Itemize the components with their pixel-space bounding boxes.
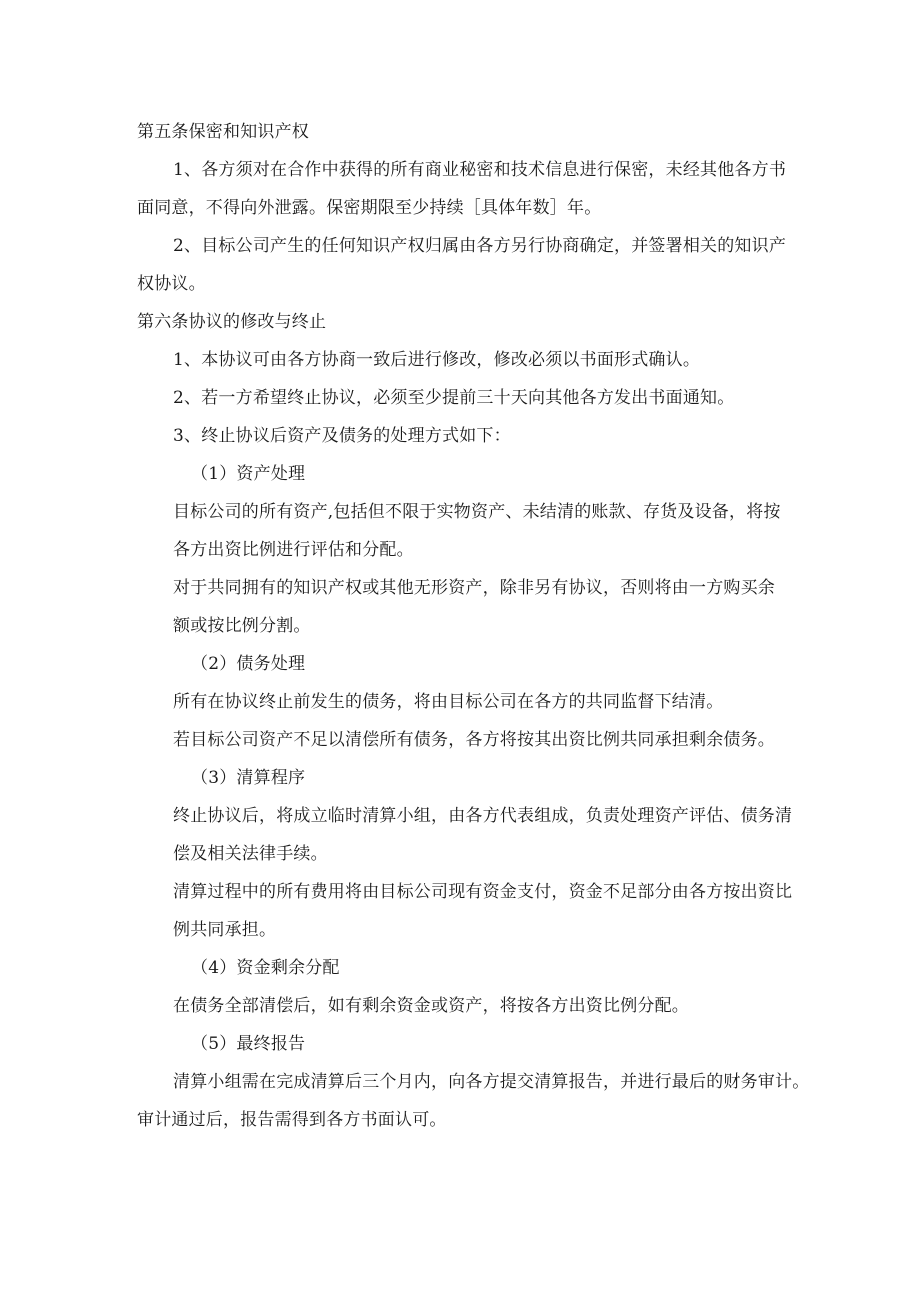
paragraph-line: 权协议。: [137, 274, 206, 294]
paragraph-line: 对于共同拥有的知识产权或其他无形资产，除非另有协议，否则将由一方购买余: [173, 578, 775, 598]
section-heading-6: 第六条协议的修改与终止: [137, 312, 327, 332]
paragraph-line: 若目标公司资产不足以清偿所有债务，各方将按其出资比例共同承担剩余债务。: [173, 730, 775, 750]
paragraph-line: 面同意，不得向外泄露。保密期限至少持续［具体年数］年。: [137, 198, 602, 218]
paragraph-line: 终止协议后，将成立临时清算小组，由各方代表组成，负责处理资产评估、债务清: [173, 806, 793, 826]
subsection-heading: （2）债务处理: [191, 654, 306, 674]
paragraph-line: 3、终止协议后资产及债务的处理方式如下：: [173, 426, 511, 446]
subsection-heading: （3）清算程序: [191, 768, 306, 788]
paragraph-line: 所有在协议终止前发生的债务，将由目标公司在各方的共同监督下结清。: [173, 692, 724, 712]
subsection-heading: （4）资金剩余分配: [191, 958, 340, 978]
section-heading-5: 第五条保密和知识产权: [137, 122, 309, 142]
paragraph-line: 1、本协议可由各方协商一致后进行修改，修改必须以书面形式确认。: [173, 350, 701, 370]
paragraph-line: 2、目标公司产生的任何知识产权归属由各方另行协商确定，并签署相关的知识产: [173, 236, 787, 256]
paragraph-line: 审计通过后，报告需得到各方书面认可。: [137, 1110, 447, 1130]
paragraph-line: 在债务全部清偿后，如有剩余资金或资产，将按各方出资比例分配。: [173, 996, 689, 1016]
paragraph-line: 清算小组需在完成清算后三个月内，向各方提交清算报告，并进行最后的财务审计。: [173, 1072, 810, 1092]
paragraph-line: 各方出资比例进行评估和分配。: [173, 540, 414, 560]
paragraph-line: 例共同承担。: [173, 920, 277, 940]
paragraph-line: 1、各方须对在合作中获得的所有商业秘密和技术信息进行保密，未经其他各方书: [173, 160, 787, 180]
subsection-heading: （1）资产处理: [191, 464, 306, 484]
document-body: [137, 116, 810, 1136]
paragraph-line: 清算过程中的所有费用将由目标公司现有资金支付，资金不足部分由各方按出资比: [173, 882, 793, 902]
paragraph-line: 额或按比例分割。: [173, 616, 311, 636]
paragraph-line: 偿及相关法律手续。: [173, 844, 328, 864]
subsection-heading: （5）最终报告: [191, 1034, 306, 1054]
paragraph-line: 目标公司的所有资产,包括但不限于实物资产、未结清的账款、存货及设备，将按: [173, 502, 781, 522]
paragraph-line: 2、若一方希望终止协议，必须至少提前三十天向其他各方发出书面通知。: [173, 388, 735, 408]
